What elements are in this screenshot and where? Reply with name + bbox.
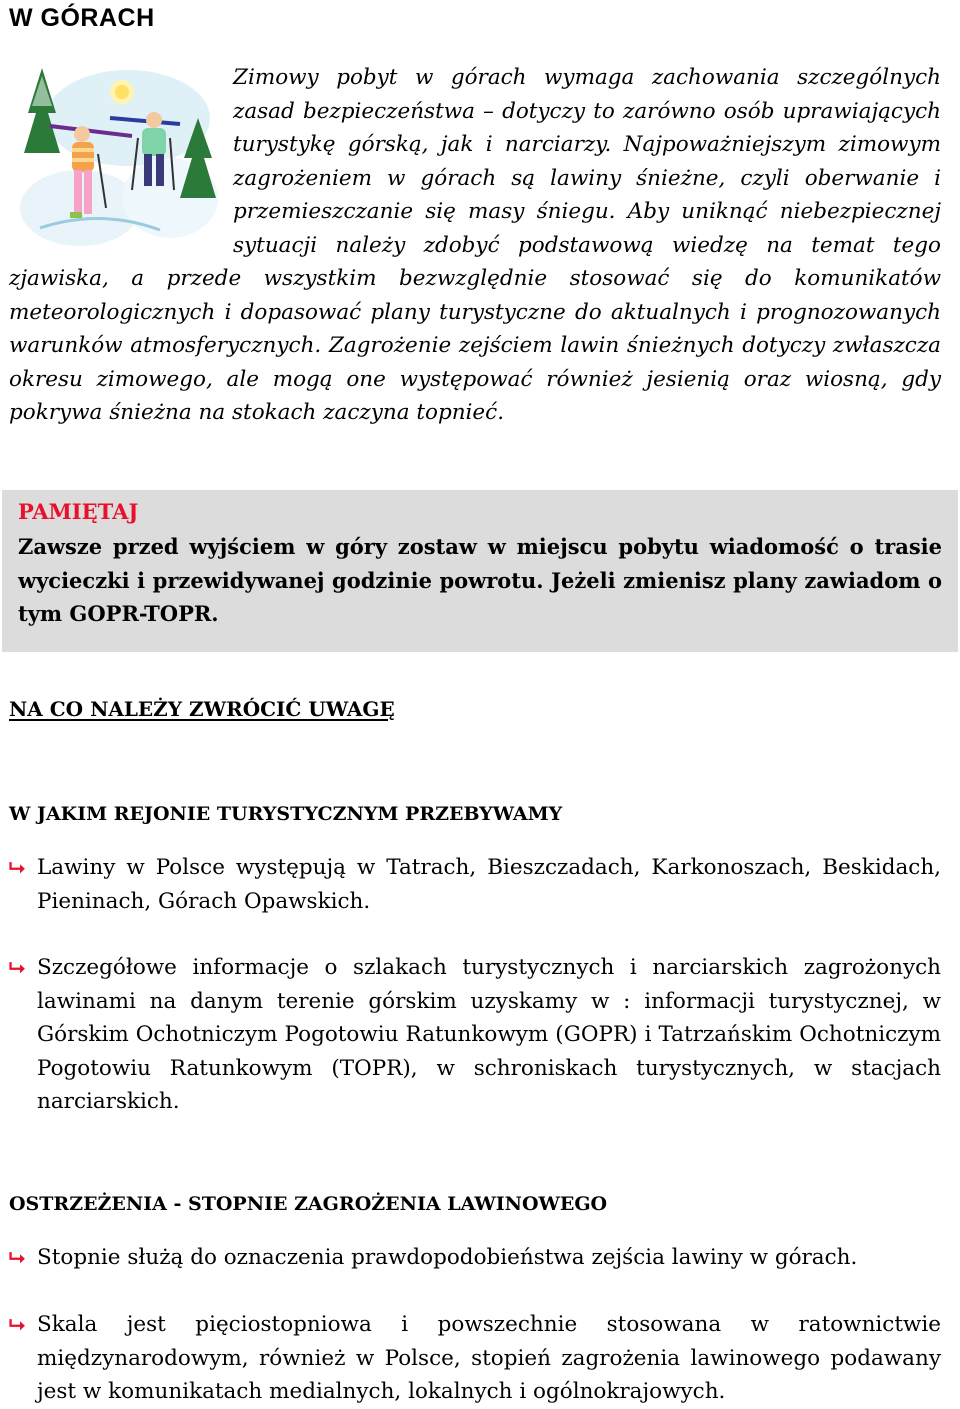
arrow-right-icon: ⮡ [9, 955, 25, 979]
list-item [9, 1308, 941, 1409]
list-item-text: Skala jest pięciostopniowa i powszechnie stosowana w ratownictwie międzynarodowym, również w Polsce, stopień zagrożenia lawinowego podawany jest w komunikatach medialnych, lokalnych i ogólnokrajowych. [37, 1312, 941, 1404]
remember-text: Zawsze przed wyjściem w góry zostaw w miejscu pobytu wiadomość o trasie wycieczki i przewidywanej godzinie powrotu. Jeżeli zmienisz plany zawiadom o tym GOPR-TOPR. [18, 534, 942, 626]
list-item [9, 851, 941, 918]
arrow-right-icon: ⮡ [9, 1312, 25, 1336]
remember-box [2, 490, 958, 652]
arrow-right-icon: ⮡ [9, 1245, 25, 1269]
list-item [9, 951, 941, 1119]
attention-heading: NA CO NALEŻY ZWRÓCIĆ UWAGĘ [9, 697, 395, 721]
remember-title: PAMIĘTAJ [18, 499, 139, 524]
list-item-text: Stopnie służą do oznaczenia prawdopodobieństwa zejścia lawiny w górach. [37, 1245, 858, 1270]
list-item-text: Lawiny w Polsce występują w Tatrach, Bieszczadach, Karkonoszach, Beskidach, Pieninach, Górach Opawskich. [37, 855, 941, 914]
region-heading: W JAKIM REJONIE TURYSTYCZNYM PRZEBYWAMY [9, 803, 563, 825]
list-item [9, 1241, 941, 1275]
intro-paragraph [9, 61, 941, 430]
page-title: W GÓRACH [9, 4, 155, 32]
intro-text: Zimowy pobyt w górach wymaga zachowania szczególnych zasad bezpieczeństwa – dotyczy to zarówno osób uprawiających turystykę górską, jak i narciarzy. Najpoważniejszym zimowym zagrożeniem w górach są lawiny śnieżne, czyli oberwanie i przemieszczanie się masy śniegu. Aby uniknąć niebezpiecznej sytuacji należy zdobyć podstawową wiedzę na temat tego zjawiska, a przede wszystkim bezwzględnie stosować się do komunikatów meteorologicznych i dopasować plany turystyczne do aktualnych i prognozowanych warunków atmosferycznych. Zagrożenie zejściem lawin śnieżnych dotyczy zwłaszcza okresu zimowego, ale mogą one występować również jesienią oraz wiosną, gdy pokrywa śnieżna na stokach zaczyna topnieć. [9, 65, 941, 425]
arrow-right-icon: ⮡ [9, 855, 25, 879]
warnings-heading: OSTRZEŻENIA - STOPNIE ZAGROŻENIA LAWINOWEGO [9, 1193, 608, 1215]
list-item-text: Szczegółowe informacje o szlakach turystycznych i narciarskich zagrożonych lawinami na danym terenie górskim uzyskamy w : informacji turystycznej, w Górskim Ochotniczym Pogotowiu Ratunkowym (GOPR) i Tatrzańskim Ochotniczym Pogotowiu Ratunkowym (TOPR), w schroniskach turystycznych, w stacjach narciarskich. [37, 955, 941, 1114]
illustration-spacer [9, 61, 233, 243]
